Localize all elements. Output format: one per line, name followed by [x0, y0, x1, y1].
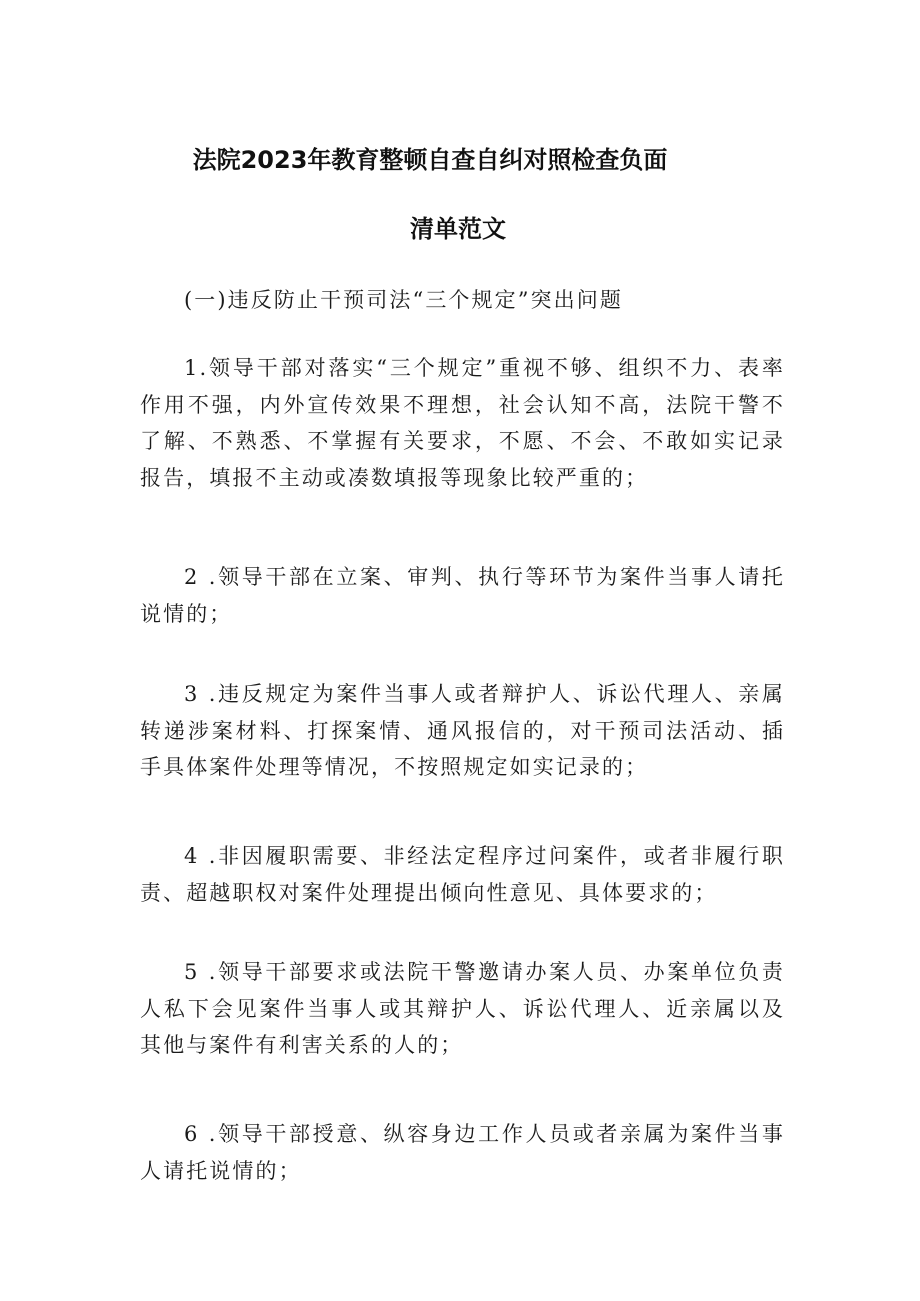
document-title-line-2: 清单范文	[410, 215, 506, 243]
list-item: 5 .领导干部要求或法院干警邀请办案人员、办案单位负责人私下会见案件当事人或其辩护人、诉讼代理人、近亲属以及其他与案件有利害关系的人的；	[140, 960, 785, 1057]
section-heading: (一)违反防止干预司法“三个规定”突出问题	[184, 288, 623, 312]
list-item: 2 .领导干部在立案、审判、执行等环节为案件当事人请托说情的；	[140, 565, 785, 626]
document-title-line-1: 法院2023年教育整顿自查自纠对照检查负面	[192, 146, 668, 174]
list-item: 3 .违反规定为案件当事人或者辩护人、诉讼代理人、亲属转递涉案材料、打探案情、通风报信的，对干预司法活动、插手具体案件处理等情况，不按照规定如实记录的；	[140, 682, 785, 779]
list-item: 1.领导干部对落实“三个规定”重视不够、组织不力、表率作用不强，内外宣传效果不理想，社会认知不高，法院干警不了解、不熟悉、不掌握有关要求，不愿、不会、不敢如实记录报告，填报不主动或凑数填报等现象比较严重的；	[140, 356, 785, 490]
list-item: 6 .领导干部授意、纵容身边工作人员或者亲属为案件当事人请托说情的；	[140, 1122, 785, 1183]
list-item: 4 .非因履职需要、非经法定程序过问案件，或者非履行职责、超越职权对案件处理提出倾向性意见、具体要求的；	[140, 844, 785, 905]
